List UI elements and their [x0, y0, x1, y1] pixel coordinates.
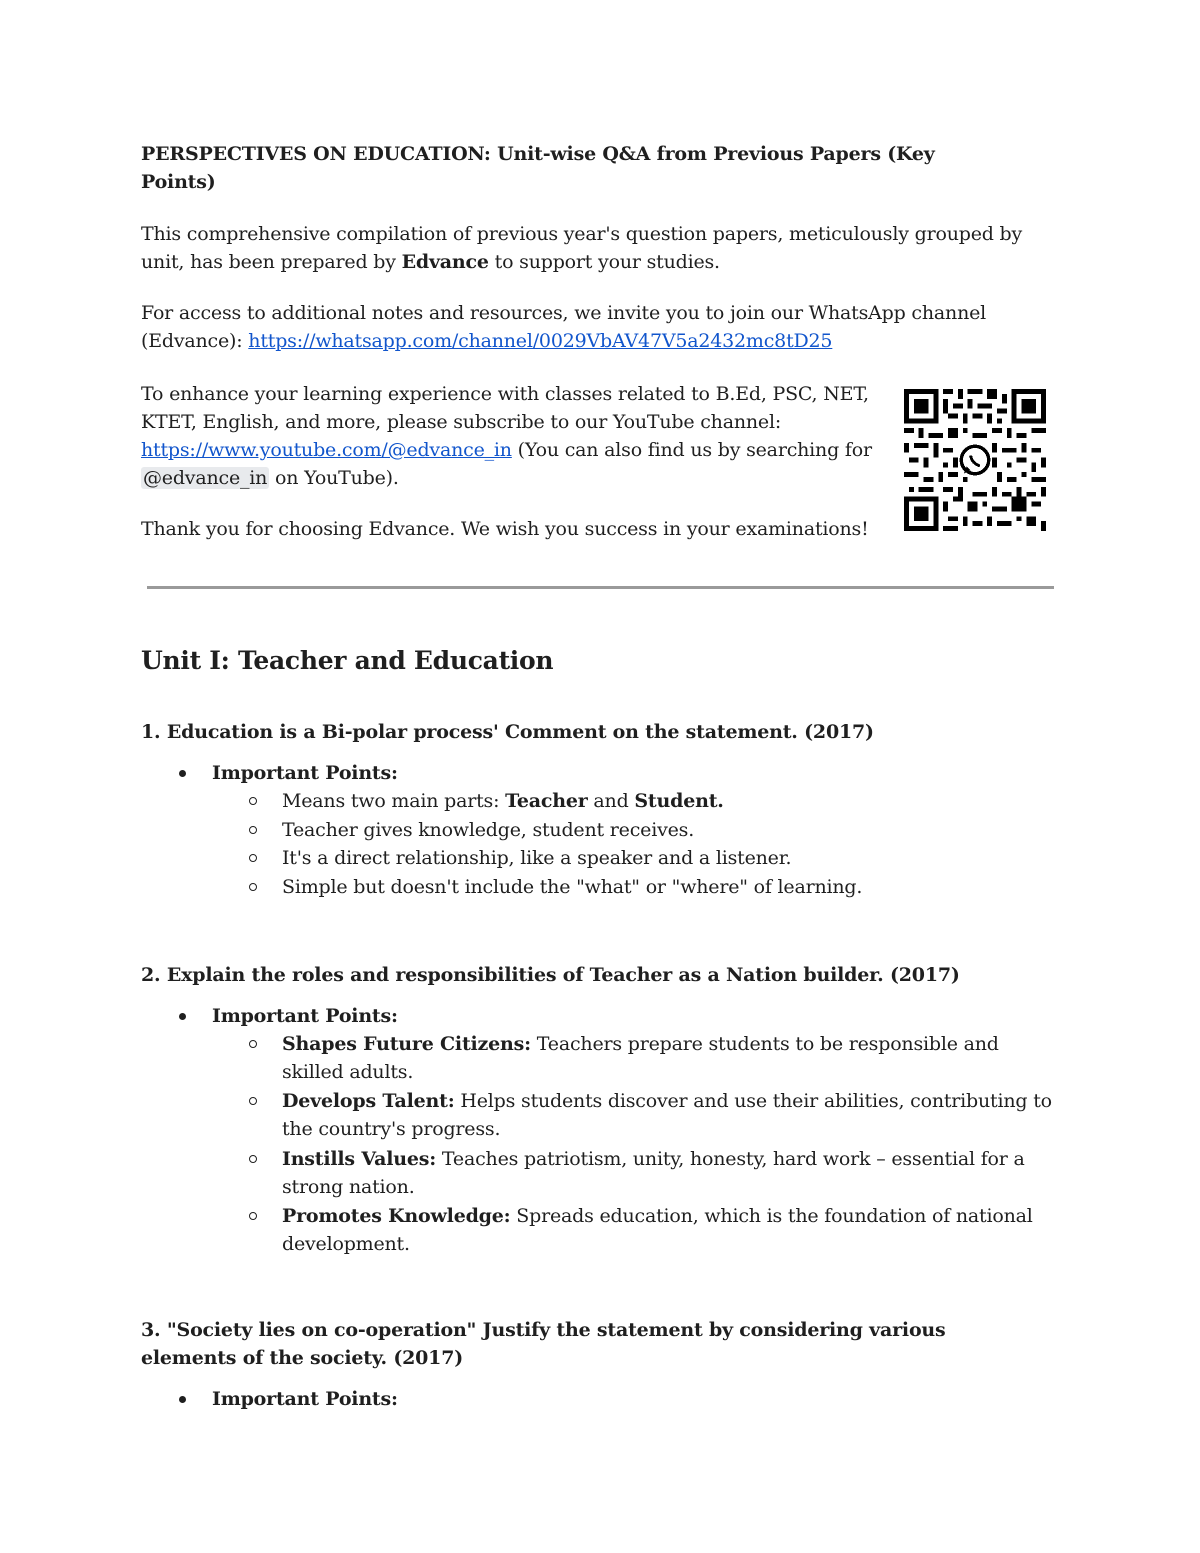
list-item-bold: Teacher [505, 790, 588, 812]
bullet-circle [249, 1040, 257, 1048]
list-item-bold: Shapes Future Citizens: [282, 1033, 531, 1055]
bullet-disc [179, 770, 186, 777]
youtube-paragraph [141, 380, 881, 492]
bullet-circle [249, 797, 257, 805]
youtube-channel-link[interactable]: https://www.youtube.com/@edvance_in [141, 439, 512, 461]
list-item-bold: Student. [634, 790, 724, 812]
whatsapp-paragraph [141, 299, 1041, 355]
question-heading: 2. Explain the roles and responsibilities of Teacher as a Nation builder. (2017) [141, 964, 960, 986]
list-item [282, 1030, 1062, 1086]
youtube-text: on YouTube). [269, 467, 399, 489]
list-item-text: Means two main parts: [282, 790, 506, 812]
youtube-text: To enhance your learning experience with classes related to B.Ed, PSC, NET, KTET, English, and more, please subscribe to our YouTube channel: [141, 383, 869, 433]
list-item: Simple but doesn't include the "what" or "where" of learning. [282, 876, 863, 898]
bullet-disc [179, 1396, 186, 1403]
list-item-bold: Develops Talent: [282, 1090, 455, 1112]
list-item [282, 1202, 1062, 1258]
unit-heading: Unit I: Teacher and Education [141, 646, 554, 675]
document-title: PERSPECTIVES ON EDUCATION: Unit-wise Q&A from Previous Papers (Key Points) [141, 143, 935, 193]
list-item-bold: Promotes Knowledge: [282, 1205, 511, 1227]
section-divider [147, 586, 1054, 589]
list-item-text: Teachers prepare students to be responsible and skilled adults. [282, 1033, 999, 1083]
list-item-text: Spreads education, which is the foundation of national development. [282, 1205, 1033, 1255]
important-points-label: Important Points: [212, 1388, 398, 1410]
thank-you-paragraph: Thank you for choosing Edvance. We wish you success in your examinations! [141, 518, 869, 540]
important-points-label: Important Points: [212, 1005, 398, 1027]
list-item-text: Teaches patriotism, unity, honesty, hard work – essential for a strong nation. [282, 1148, 1025, 1198]
important-points-label: Important Points: [212, 762, 398, 784]
list-item: Teacher gives knowledge, student receives. [282, 819, 695, 841]
list-item: It's a direct relationship, like a speaker and a listener. [282, 847, 792, 869]
bullet-circle [249, 1212, 257, 1220]
bullet-circle [249, 826, 257, 834]
list-item-text: and [587, 790, 635, 812]
whatsapp-icon [958, 443, 992, 477]
list-item [282, 1145, 1062, 1201]
bullet-circle [249, 883, 257, 891]
intro-text: This comprehensive compilation of previous year's question papers, meticulously grouped by unit, has been prepared by [141, 223, 1023, 273]
intro-paragraph [141, 220, 1041, 276]
bullet-circle [249, 1155, 257, 1163]
intro-text: to support your studies. [488, 251, 720, 273]
list-item-text: Helps students discover and use their abilities, contributing to the country's progress. [282, 1090, 1052, 1140]
whatsapp-text: For access to additional notes and resources, we invite you to join our WhatsApp channel (Edvance): [141, 302, 987, 352]
bullet-circle [249, 854, 257, 862]
brand-name: Edvance [401, 251, 489, 273]
qr-code-icon [904, 389, 1046, 531]
bullet-disc [179, 1013, 186, 1020]
whatsapp-channel-link[interactable]: https://whatsapp.com/channel/0029VbAV47V5a2432mc8tD25 [248, 330, 833, 352]
list-item [282, 787, 1062, 815]
list-item [282, 1087, 1062, 1143]
youtube-handle-chip[interactable]: @edvance_in [143, 467, 268, 489]
youtube-text: (You can also find us by searching for [511, 439, 872, 461]
question-heading: 3. "Society lies on co-operation" Justify the statement by considering various elements of the society. (2017) [141, 1319, 946, 1369]
list-item-bold: Instills Values: [282, 1148, 437, 1170]
bullet-circle [249, 1097, 257, 1105]
question-heading: 1. Education is a Bi-polar process' Comment on the statement. (2017) [141, 721, 874, 743]
